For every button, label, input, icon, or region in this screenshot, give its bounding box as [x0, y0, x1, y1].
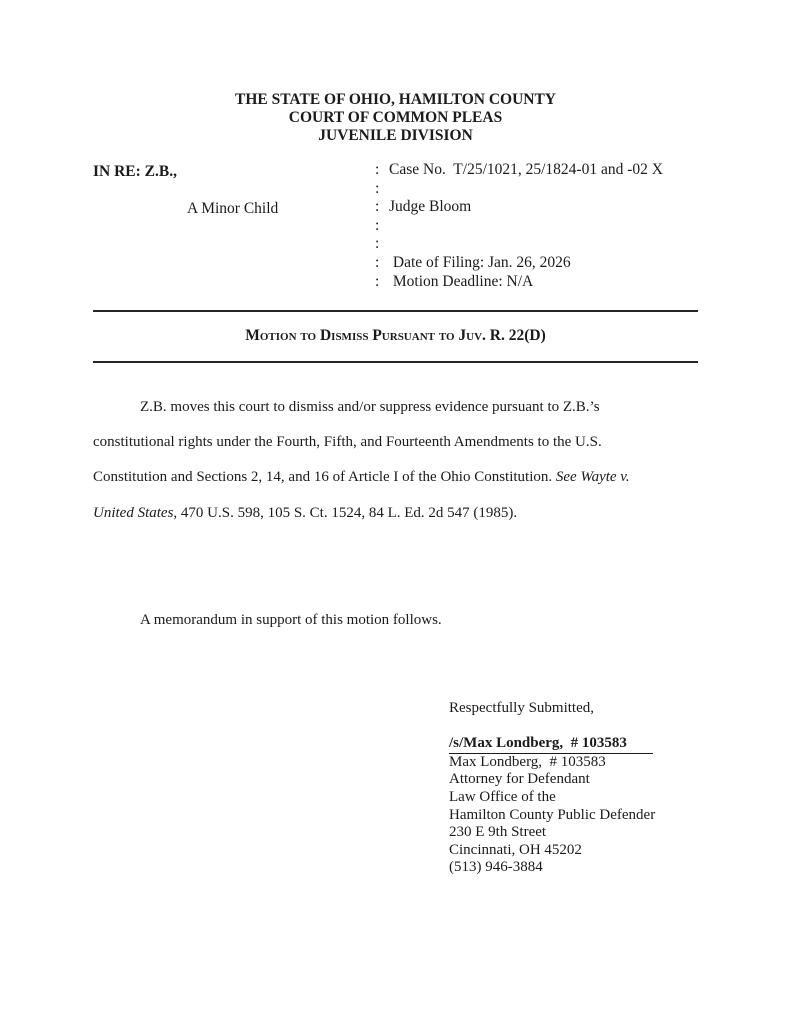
signature-closing: Respectfully Submitted, [449, 700, 594, 716]
caption-separator: : [375, 161, 380, 178]
signature-block [449, 700, 655, 877]
court-header-line-1: THE STATE OF OHIO, HAMILTON COUNTY [235, 91, 556, 108]
office-city: Cincinnati, OH 45202 [449, 841, 582, 858]
caption-filing-date-row [375, 254, 663, 273]
caption-motion-deadline-row [375, 273, 663, 292]
caption-right-column [375, 161, 663, 291]
office-phone: (513) 946-3884 [449, 859, 543, 876]
horizontal-rule-bottom [93, 361, 698, 363]
body-line-4: United States, 470 U.S. 598, 105 S. Ct. 1524, 84 L. Ed. 2d 547 (1985). [93, 504, 518, 521]
court-header-line-3: JUVENILE DIVISION [318, 126, 473, 144]
caption-separator: : [375, 253, 380, 271]
filing-date: Date of Filing: Jan. 26, 2026 [389, 253, 571, 271]
office-line-2: Hamilton County Public Defender [449, 806, 656, 823]
caption-separator: : [375, 216, 380, 234]
caption-party-name: IN RE: Z.B., [93, 163, 177, 180]
motion-deadline: Motion Deadline: N/A [389, 272, 534, 290]
caption-separator: : [375, 235, 380, 253]
case-citation-italic: United States [93, 504, 174, 521]
caption-case-number-row [375, 161, 663, 180]
electronic-signature: /s/Max Londberg, # 103583 [449, 735, 655, 754]
caption-spacer-row [375, 235, 663, 254]
motion-body-paragraph [93, 390, 733, 531]
caption-spacer-row [375, 180, 663, 199]
judge-name: Judge Bloom [389, 198, 472, 216]
court-header [93, 91, 698, 144]
case-number: Case No. T/25/1021, 25/1824-01 and -02 X [389, 161, 663, 178]
caption-separator: : [375, 272, 380, 290]
caption-separator: : [375, 198, 380, 216]
memorandum-note: A memorandum in support of this motion follows. [140, 612, 442, 628]
caption-separator: : [375, 179, 380, 197]
body-line-1: Z.B. moves this court to dismiss and/or suppress evidence pursuant to Z.B.’s [140, 399, 600, 415]
caption-spacer-row [375, 217, 663, 236]
caption-party-descriptor: A Minor Child [187, 200, 279, 217]
caption-judge-row [375, 198, 663, 217]
court-header-line-2: COURT OF COMMON PLEAS [288, 108, 503, 126]
body-line-3: Constitution and Sections 2, 14, and 16 of Article I of the Ohio Constitution. See Wayte v. [93, 469, 630, 486]
attorney-name: Max Londberg, # 103583 [449, 753, 606, 770]
motion-title: Motion to Dismiss Pursuant to Juv. R. 22(D) [245, 327, 546, 344]
attorney-role: Attorney for Defendant [449, 771, 590, 788]
office-street: 230 E 9th Street [449, 824, 547, 841]
case-citation-italic: See Wayte v. [555, 469, 630, 486]
body-line-2: constitutional rights under the Fourth, Fifth, and Fourteenth Amendments to the U.S. [93, 434, 602, 451]
office-line-1: Law Office of the [449, 788, 556, 805]
horizontal-rule-top [93, 310, 698, 312]
